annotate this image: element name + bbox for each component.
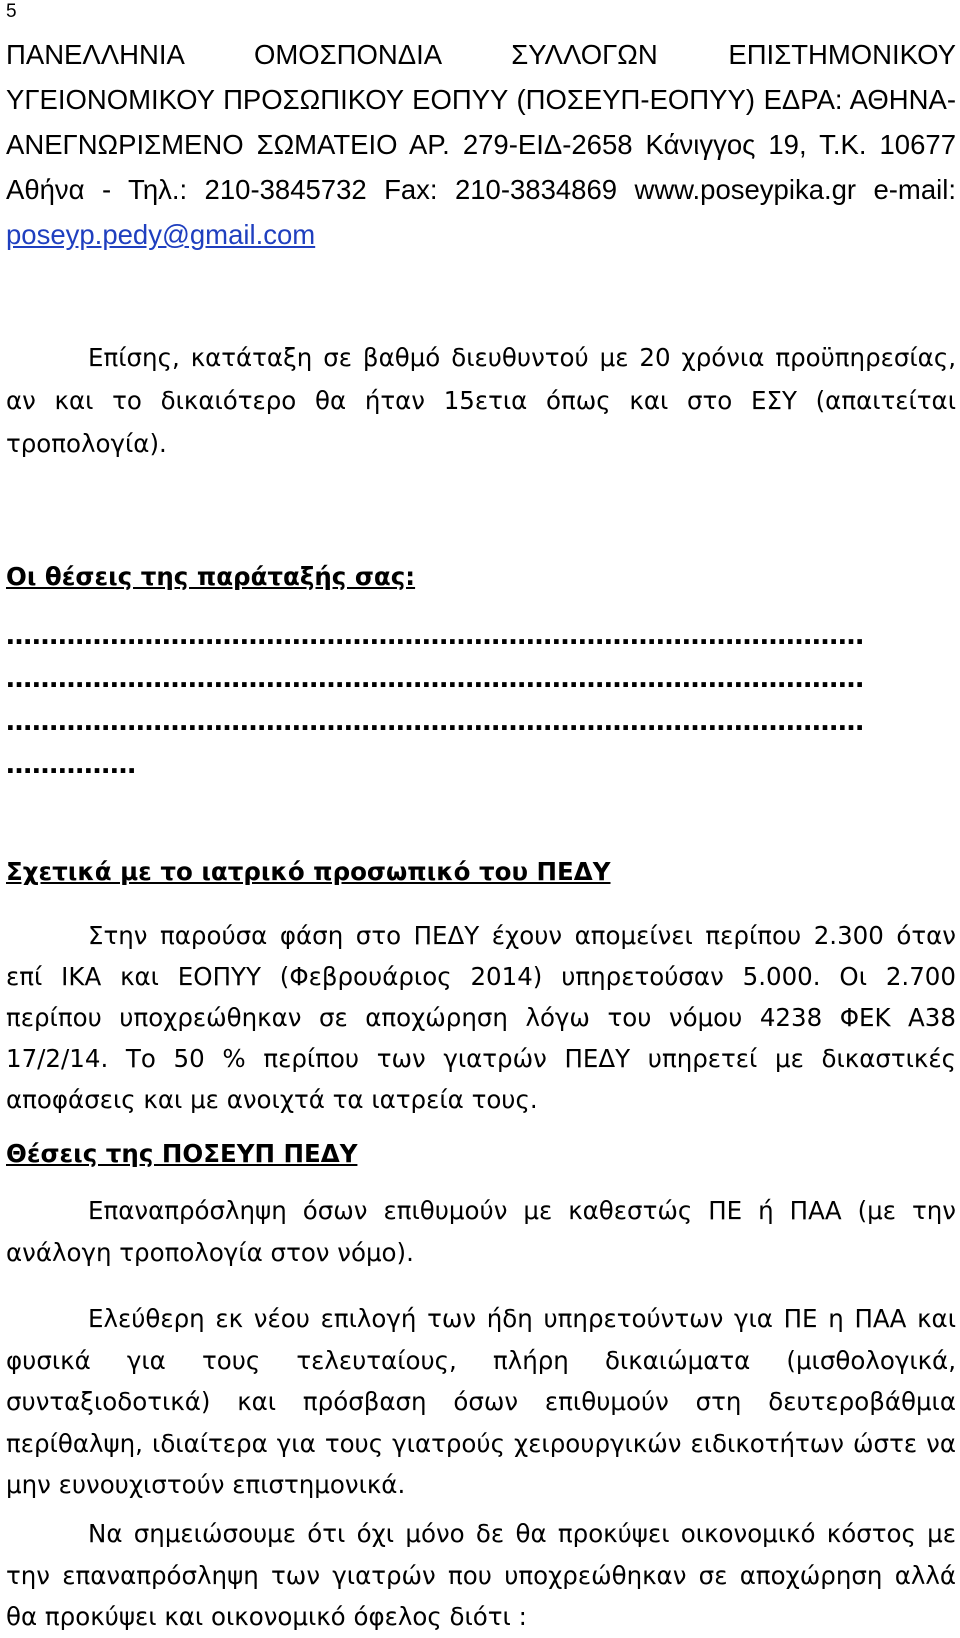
section-heading-medical-staff: Σχετικά με το ιατρικό προσωπικό του ΠΕΔΥ (6, 857, 611, 886)
free-choice-paragraph-text: Ελεύθερη εκ νέου επιλογή των ήδη υπηρετούντων για ΠΕ η ΠΑΑ και φυσικά για τους τελευταίους, πλήρη δικαιώματα (μισθολογικά, συνταξιοδοτικά) και πρόσβαση όσων επιθυμούν στη δευτεροβάθμια περίθαλψη, ιδιαίτερα για τους γιατρούς χειρουργικών ειδικοτήτων ώστε να μην ευνουχιστούν επιστημονικά. (6, 1304, 956, 1499)
dotted-line: …………… (6, 750, 136, 780)
dotted-line: ……………………………………………………………………………………… (6, 621, 864, 651)
cost-note-paragraph (6, 1513, 956, 1638)
cost-note-paragraph-text: Να σημειώσουμε ότι όχι μόνο δε θα προκύψει οικονομικό κόστος με την επαναπρόσληψη των γιατρών που υποχρεώθηκαν σε αποχώρηση αλλά θα προκύψει και οικονομικό όφελος διότι : (6, 1519, 956, 1631)
section-heading-poseyp-positions: Θέσεις της ΠΟΣΕΥΠ ΠΕΔΥ (6, 1139, 358, 1168)
medical-staff-paragraph-text: Στην παρούσα φάση στο ΠΕΔΥ έχουν απομείνει περίπου 2.300 όταν επί ΙΚΑ και ΕΟΠΥΥ (Φεβρουάριος 2014) υπηρετούσαν 5.000. Οι 2.700 περίπου υποχρεώθηκαν σε αποχώρηση λόγω του νόμου 4238 ΦΕΚ Α38 17/2/14. Το 50 % περίπου των γιατρών ΠΕΔΥ υπηρετεί με δικαστικές αποφάσεις και με ανοιχτά τα ιατρεία τους. (6, 921, 956, 1114)
letterhead-text: ΠΑΝΕΛΛΗΝΙΑ ΟΜΟΣΠΟΝΔΙΑ ΣΥΛΛΟΓΩΝ ΕΠΙΣΤΗΜΟΝΙΚΟΥ ΥΓΕΙΟΝΟΜΙΚΟΥ ΠΡΟΣΩΠΙΚΟΥ ΕΟΠΥΥ (ΠΟΣΕΥΠ-ΕΟΠΥΥ) ΕΔΡΑ: ΑΘΗΝΑ-ΑΝΕΓΝΩΡΙΣΜΕΝΟ ΣΩΜΑΤΕΙΟ ΑΡ. 279-ΕΙΔ-2658 Κάνιγγος 19, Τ.Κ. 10677 Αθήνα - Τηλ.: 210-3845732 Fax: 210-3834869 www.poseypika.gr e-mail: (6, 39, 956, 205)
intro-paragraph (6, 336, 956, 465)
dotted-line: ……………………………………………………………………………………… (6, 664, 864, 694)
letterhead (6, 32, 956, 257)
dotted-line: ……………………………………………………………………………………… (6, 707, 864, 737)
dotted-answer-lines (6, 615, 956, 787)
rehiring-paragraph (6, 1190, 956, 1274)
medical-staff-paragraph (6, 915, 956, 1120)
section-heading-faction-positions: Οι θέσεις της παράταξής σας: (6, 562, 416, 591)
free-choice-paragraph (6, 1298, 956, 1506)
page-number: 5 (6, 1, 17, 22)
intro-paragraph-text: Επίσης, κατάταξη σε βαθμό διευθυντού με 20 χρόνια προϋπηρεσίας, αν και το δικαιότερο θα ήταν 15ετια όπως και στο ΕΣΥ (απαιτείται τροπολογία). (6, 343, 956, 458)
email-link[interactable]: poseyp.pedy@gmail.com (6, 219, 316, 250)
rehiring-paragraph-text: Επαναπρόσληψη όσων επιθυμούν με καθεστώς ΠΕ ή ΠΑΑ (με την ανάλογη τροπολογία στον νόμο). (6, 1196, 956, 1267)
